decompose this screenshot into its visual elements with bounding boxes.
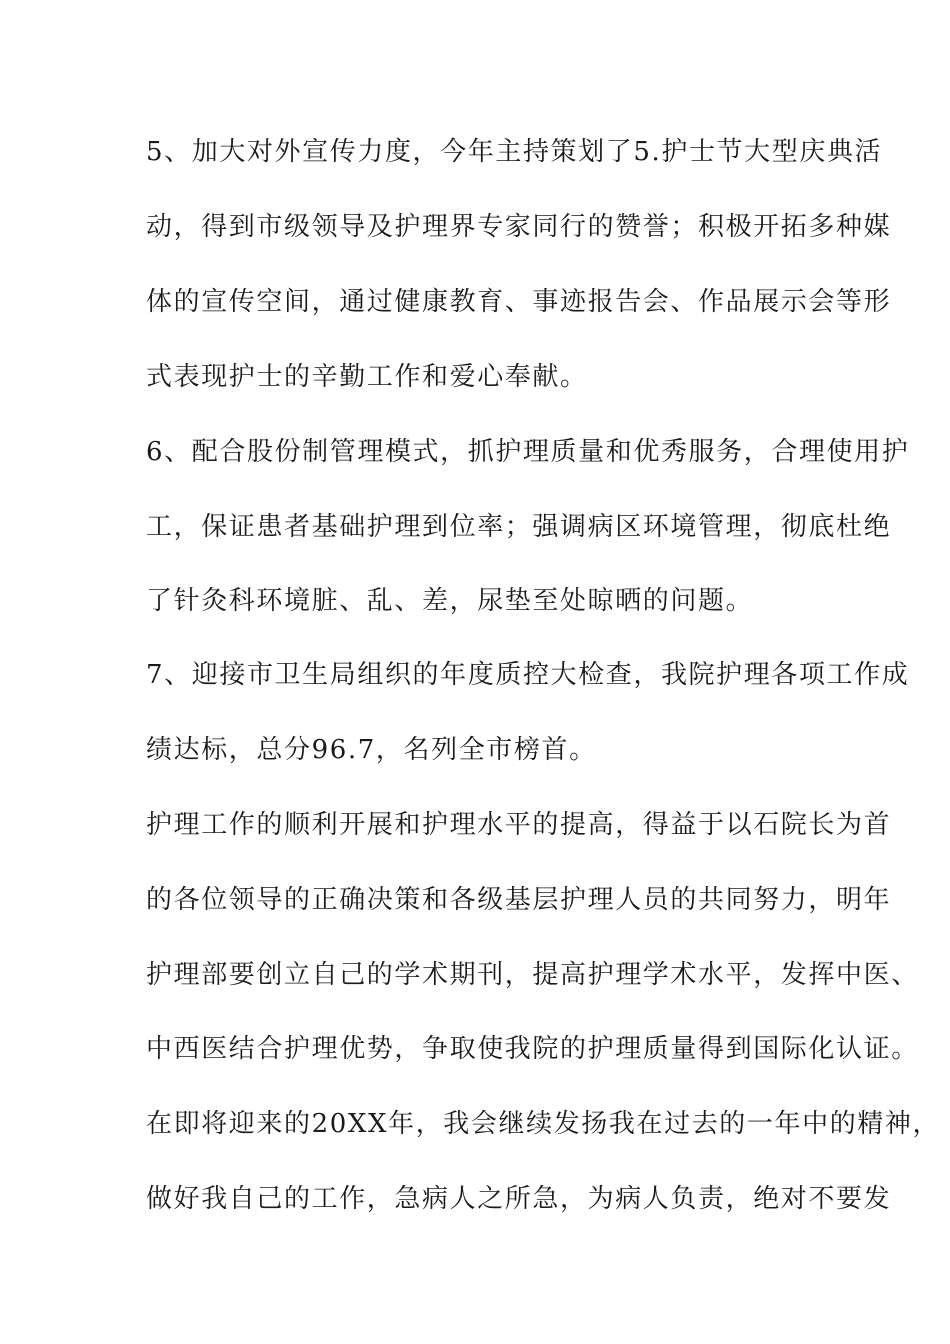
text-line: 在即将迎来的20XX年，我会继续发扬我在过去的一年中的精神，	[146, 1109, 941, 1139]
text-line: 绩达标，总分96.7，名列全市榜首。	[146, 735, 597, 765]
text-line: 7、迎接市卫生局组织的年度质控大检查，我院护理各项工作成	[146, 660, 910, 690]
text-line: 6、配合股份制管理模式，抓护理质量和优秀服务，合理使用护	[146, 437, 910, 467]
text-line: 中西医结合护理优势，争取使我院的护理质量得到国际化认证。	[146, 1034, 919, 1064]
text-line: 动，得到市级领导及护理界专家同行的赞誉；积极开拓多种媒	[146, 212, 892, 242]
text-line: 式表现护士的辛勤工作和爱心奉献。	[146, 362, 588, 392]
text-line: 的各位领导的正确决策和各级基层护理人员的共同努力，明年	[146, 885, 892, 915]
text-line: 工，保证患者基础护理到位率；强调病区环境管理，彻底杜绝	[146, 512, 892, 542]
text-line: 护理部要创立自己的学术期刊，提高护理学术水平，发挥中医、	[146, 960, 919, 990]
text-line: 5、加大对外宣传力度，今年主持策划了5.护士节大型庆典活	[146, 137, 883, 167]
text-line: 体的宣传空间，通过健康教育、事迹报告会、作品展示会等形	[146, 287, 892, 317]
text-line: 做好我自己的工作，急病人之所急，为病人负责，绝对不要发	[146, 1184, 892, 1214]
text-line: 了针灸科环境脏、乱、差，尿垫至处晾晒的问题。	[146, 586, 754, 616]
text-line: 护理工作的顺利开展和护理水平的提高，得益于以石院长为首	[146, 810, 892, 840]
